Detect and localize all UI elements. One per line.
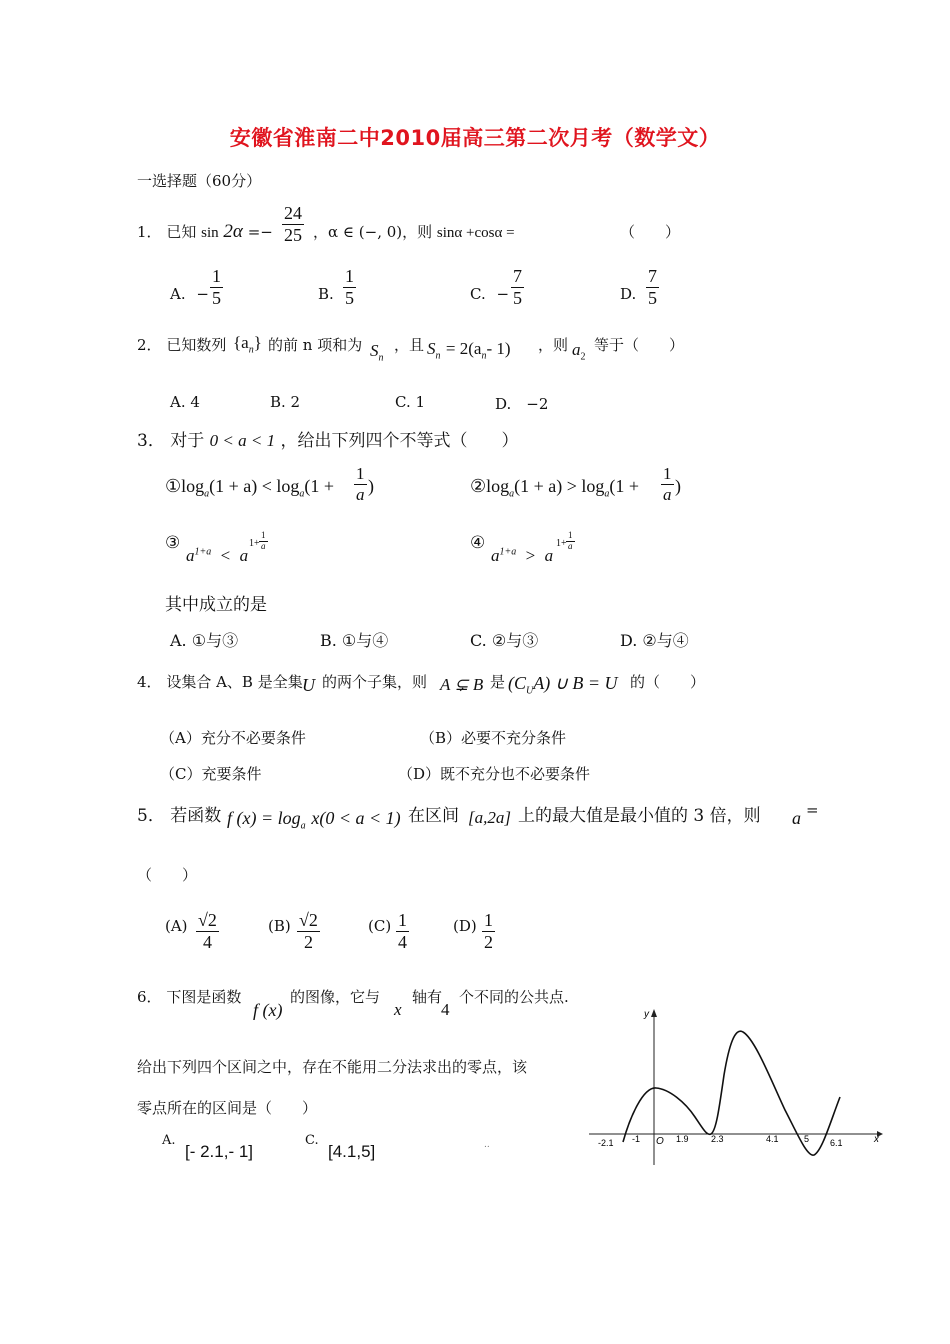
log-base-2: a: [299, 488, 305, 500]
sum-sub: n: [378, 352, 384, 364]
y-axis-arrow: [651, 1009, 657, 1017]
q3-inequality-4-marker: ④: [470, 533, 486, 553]
frac-den: 4: [202, 931, 212, 952]
q6-mid: 的图像，它与: [290, 988, 381, 1006]
q4-option-a: （A）充分不必要条件: [160, 729, 306, 747]
q5-option-c: (C): [368, 917, 392, 935]
sum-symbol: S: [370, 341, 379, 360]
q1-option-a-fraction: [210, 266, 223, 308]
frac-num: 1: [345, 266, 354, 286]
q3-condition: 0 < a < 1: [209, 431, 276, 450]
q5-answer-paren: （ ）: [137, 866, 198, 884]
tick-label: 5: [804, 1134, 810, 1144]
q5-option-d: (D): [453, 917, 477, 935]
q3-inequality-2-close: ): [675, 476, 681, 496]
q5-pre: 若函数: [170, 806, 222, 826]
frac-num: √2: [198, 910, 217, 930]
ineq-sign: <: [220, 546, 231, 565]
q6-line-3: 零点所在的区间是（ ）: [137, 1099, 318, 1117]
eq-sum-sub: n: [435, 350, 441, 362]
option-sign: −: [196, 285, 209, 303]
q4-universal-set: U: [302, 675, 315, 695]
q1-number: 1．: [137, 223, 162, 241]
a2-sub: 2: [580, 351, 586, 363]
q6-axis: 轴有: [412, 988, 443, 1006]
tick-label: -1: [632, 1134, 641, 1144]
frac-den: 2: [484, 931, 493, 952]
q5-post: 上的最大值是最小值的 3 倍，则: [518, 806, 761, 826]
q2-option-d: D. −2: [495, 395, 549, 413]
q1-expression: sinα +cosα =: [436, 225, 515, 241]
q4-post: 的（ ）: [630, 673, 706, 691]
ineq-log: ②log: [470, 476, 510, 496]
q5-option-b: (B): [268, 917, 291, 935]
q1-frac-den: 25: [284, 224, 302, 245]
x-axis-label: x: [874, 1134, 879, 1145]
power-exp: 1+a: [499, 546, 517, 558]
q2-option-b: B. 2: [270, 393, 301, 411]
function-graph: [585, 1005, 885, 1170]
q2-pre: 已知数列: [166, 336, 227, 354]
q4-mid: 的两个子集，则: [322, 673, 428, 691]
q1-option-b-fraction: [343, 266, 356, 308]
q1-option-d: D.: [620, 285, 637, 303]
q5-a: a: [792, 808, 801, 828]
exp-prefix: 1+: [249, 538, 260, 549]
q6-function: f (x): [253, 1000, 283, 1020]
power-exp: 1+a: [194, 546, 212, 558]
ineq-end: (1 +: [304, 476, 335, 496]
seq-close: }: [253, 333, 262, 352]
q5-option-a-fraction: [196, 910, 219, 952]
q3-option-a: A. ①与③: [170, 631, 239, 650]
q1-option-c-fraction: [511, 266, 524, 308]
q5-function: [227, 808, 401, 832]
option-sign: −: [496, 285, 510, 303]
q1-option-a: [170, 285, 209, 303]
power-base: a: [491, 546, 500, 565]
exp-prefix: 1+: [556, 538, 567, 549]
q1-option-b: B.: [318, 285, 334, 303]
log-base: a: [204, 488, 210, 500]
power-base-2: a: [239, 546, 249, 565]
q3-pre: 对于: [170, 431, 205, 451]
func-rest: x(0 < a < 1): [311, 808, 401, 828]
eq-sum: S: [427, 339, 436, 358]
ineq-sign: >: [525, 546, 536, 565]
eq-sub: n: [481, 350, 487, 362]
q3-inequality-3: [186, 546, 248, 566]
q5-option-b-fraction: [297, 910, 320, 952]
q3-inequality-1: [165, 476, 334, 500]
cond-sub: U: [526, 685, 534, 697]
q2-equation: [427, 339, 511, 361]
q1-option-d-fraction: [646, 266, 659, 308]
frac-num: 1: [356, 464, 365, 483]
frac-den: a: [568, 540, 573, 551]
frac-num: √2: [299, 910, 318, 930]
q2-then: ，则: [538, 336, 569, 354]
q1-option-c: [470, 285, 509, 303]
q3-number: 3．: [137, 431, 165, 451]
eq-rest: = 2(a: [445, 339, 482, 358]
q3-option-d: D. ②与④: [620, 631, 689, 650]
frac-den: a: [663, 484, 672, 504]
frac-den: 5: [212, 287, 221, 308]
q6-option-c-label: C.: [305, 1133, 319, 1148]
q4-pre: 设集合 A、B 是全集: [166, 673, 303, 691]
q6-pre: 下图是函数: [166, 988, 242, 1006]
ineq-mid: (1 + a) > log: [514, 476, 605, 496]
frac-den: 5: [345, 287, 354, 308]
tick-label: 2.3: [711, 1134, 724, 1144]
q2-sum: [370, 341, 384, 363]
frac-num: 1: [212, 266, 221, 286]
q6-option-a: [- 2.1,- 1]: [185, 1142, 254, 1161]
q4-option-d: （D）既不充分也不必要条件: [398, 765, 591, 783]
q3-option-b: B. ①与④: [320, 631, 389, 650]
frac-den: 2: [303, 931, 313, 952]
frac-den: a: [356, 484, 365, 504]
q2-and: ，且: [394, 336, 425, 354]
func-expr: f (x) = log: [227, 808, 301, 828]
frac-num: 1: [398, 910, 407, 930]
option-label: C.: [470, 285, 486, 303]
q2-option-a: A. 4: [170, 393, 200, 411]
frac-den: 4: [398, 931, 407, 952]
q5-option-a: (A): [165, 917, 188, 935]
q4-option-c: （C）充要条件: [160, 765, 262, 783]
q6-line-2: 给出下列四个区间之中，存在不能用二分法求出的零点，该: [137, 1058, 528, 1076]
power-base: a: [186, 546, 195, 565]
q6-dots: ..: [484, 1140, 490, 1150]
q1-two-alpha: 2α: [223, 221, 243, 242]
option-label: A.: [170, 285, 186, 303]
q3-inequality-4-exp-fraction: [566, 531, 575, 552]
y-axis-label: y: [644, 1009, 649, 1020]
frac-num: 7: [648, 266, 657, 286]
q1-answer-paren: （ ）: [620, 223, 681, 241]
frac-den: 5: [513, 287, 522, 308]
frac-den: 5: [648, 287, 657, 308]
q5-option-d-fraction: [482, 910, 495, 952]
tick-label: 4.1: [766, 1134, 779, 1144]
q5-eq: =: [806, 801, 819, 819]
q5-mid: 在区间: [408, 806, 459, 826]
eq-end: - 1): [486, 339, 511, 358]
q5-number: 5．: [137, 806, 165, 826]
q3-inequality-2: [470, 476, 639, 500]
q2-mid: 的前 n 项和为: [268, 336, 363, 354]
q1-eq: =−: [247, 223, 273, 241]
ineq-log: ①log: [165, 476, 205, 496]
origin-label: O: [656, 1136, 664, 1147]
q2-a2: [572, 340, 586, 362]
q4-condition: [508, 673, 618, 697]
frac-den: a: [261, 540, 266, 551]
q2-sequence: [233, 333, 262, 355]
frac-num: 7: [513, 266, 522, 286]
func-sub: a: [300, 820, 306, 832]
q3-inequality-1-close: ): [368, 476, 374, 496]
ineq-mid: (1 + a) < log: [209, 476, 300, 496]
tick-label: -2.1: [598, 1138, 614, 1148]
q6-x: x: [394, 1000, 402, 1019]
log-base: a: [509, 488, 515, 500]
q1-sin: sin: [201, 225, 219, 241]
q4-relation: A ⊊ B: [440, 675, 484, 694]
page-title: 安徽省淮南二中2010届高三第二次月考（数学文）: [229, 126, 721, 150]
q6-number: 6．: [137, 988, 162, 1006]
q3-inequality-3-marker: ③: [165, 533, 181, 553]
q3-option-c: C. ②与③: [470, 631, 539, 650]
q6-count: 4: [441, 1000, 450, 1019]
q3-inequality-1-fraction: [354, 464, 367, 504]
q6-post: 个不同的公共点.: [459, 988, 569, 1006]
power-base-2: a: [544, 546, 554, 565]
q5-interval: [a,2a]: [468, 808, 511, 827]
tick-label: 6.1: [830, 1138, 843, 1148]
q3-post: ，给出下列四个不等式（ ）: [280, 431, 519, 451]
q3-inequality-3-exp-fraction: [259, 531, 268, 552]
frac-num: 1: [261, 530, 266, 540]
cond-rest: A) ∪ B = U: [533, 673, 618, 693]
cond-open: (C: [508, 673, 526, 693]
seq-open: {a: [233, 333, 249, 352]
log-base-2: a: [604, 488, 610, 500]
q3-which: 其中成立的是: [165, 595, 267, 615]
q4-option-b: （B）必要不充分条件: [420, 729, 567, 747]
section-heading: 一选择题（60分）: [137, 172, 262, 190]
ineq-end: (1 +: [609, 476, 640, 496]
q6-option-a-label: A.: [162, 1133, 176, 1148]
q1-condition: ，α ∈ (−, 0)，则: [313, 223, 433, 241]
q1-fraction: [282, 203, 304, 245]
q3-inequality-4: [491, 546, 553, 566]
q1-pre: 已知: [166, 223, 197, 241]
frac-num: 1: [568, 530, 573, 540]
q6-option-c: [4.1,5]: [328, 1142, 376, 1161]
q4-number: 4．: [137, 673, 162, 691]
q3-inequality-2-fraction: [661, 464, 674, 504]
q5-option-c-fraction: [396, 910, 409, 952]
tick-label: 1.9: [676, 1134, 689, 1144]
q1-frac-num: 24: [284, 203, 302, 223]
frac-num: 1: [663, 464, 672, 483]
q2-number: 2．: [137, 336, 162, 354]
q4-is: 是: [490, 673, 506, 691]
q2-option-c: C. 1: [395, 393, 426, 411]
frac-num: 1: [484, 910, 493, 930]
seq-sub: n: [248, 344, 254, 356]
a2-symbol: a: [572, 340, 581, 359]
q2-ask: 等于（ ）: [594, 336, 685, 354]
